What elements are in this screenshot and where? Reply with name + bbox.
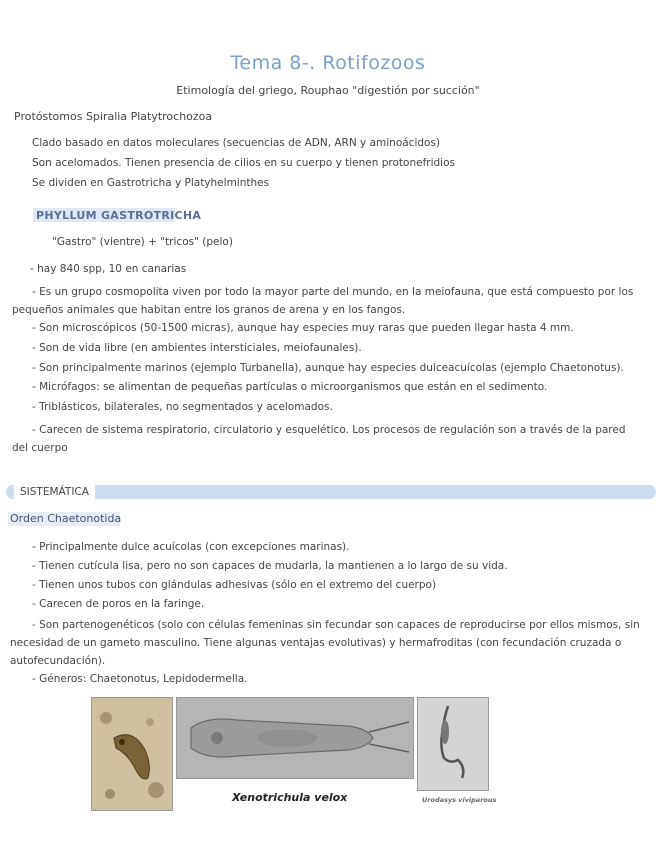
phyllum-item: - Triblásticos, bilaterales, no segmentados y acelomados.	[32, 401, 333, 413]
orden-item: - Tienen unos tubos con glándulas adhesivas (sólo en el extremo del cuerpo)	[32, 579, 437, 591]
phyllum-etymology: "Gastro" (vientre) + "tricos" (pelo)	[52, 236, 233, 248]
phyllum-item: - hay 840 spp, 10 en canarias	[30, 263, 187, 275]
phyllum-item: - Micrófagos: se alimentan de pequeñas partículas o microorganismos que están en el sedimento.	[32, 381, 548, 393]
classification-line: Protóstomos Spiralia Platytrochozoa	[14, 110, 213, 123]
etymology-line: Etimología del griego, Rouphao "digestión por succión"	[176, 84, 480, 97]
specimen-photo-urodasys	[417, 697, 489, 791]
intro-line: Son acelomados. Tienen presencia de cilios en su cuerpo y tienen protonefridios	[32, 157, 455, 169]
specimen-illustration-1	[92, 698, 172, 810]
phyllum-item: - Son microscópicos (50-1500 micras), aunque hay especies muy raras que pueden llegar hasta 4 mm.	[32, 322, 574, 334]
section-label-sistematica: SISTEMÁTICA	[14, 485, 95, 499]
orden-item: - Carecen de poros en la faringe.	[32, 598, 205, 610]
intro-line: Clado basado en datos moleculares (secuencias de ADN, ARN y aminoácidos)	[32, 137, 441, 149]
specimen-photo-xenotrichula	[176, 697, 414, 779]
figure-caption-small: Urodasys viviparous	[422, 796, 497, 804]
figure-caption-main: Xenotrichula velox	[232, 791, 348, 804]
section-band	[6, 485, 656, 499]
phyllum-item: - Son principalmente marinos (ejemplo Turbanella), aunque hay especies dulceacuícolas (ejemplo Chaetonotus).	[32, 362, 624, 374]
page-title: Tema 8-. Rotifozoos	[230, 52, 426, 74]
specimen-illustration-3	[418, 698, 488, 790]
phyllum-item: - Carecen de sistema respiratorio, circulatorio y esquelético. Los procesos de regulación son a través de la pared del cuerpo	[12, 424, 626, 454]
orden-item: - Géneros: Chaetonotus, Lepidodermella.	[32, 673, 248, 685]
orden-heading: Orden Chaetonotida	[10, 512, 122, 525]
phyllum-heading: PHYLLUM GASTROTRICHA	[36, 209, 202, 222]
intro-line: Se dividen en Gastrotricha y Platyhelminthes	[32, 177, 270, 189]
specimen-photo-1	[91, 697, 173, 811]
orden-item: - Son partenogenéticos (solo con células femeninas sin fecundar son capaces de reproducirse por ellos mismos, sin necesidad de un gameto masculino. Tiene algunas ventajas evolutivas) y hermafroditas (con fecundación cruzada o autofecundación).	[10, 619, 640, 667]
phyllum-item: - Es un grupo cosmopolita viven por todo la mayor parte del mundo, en la meiofauna, que está compuesto por los pequeños animales que habitan entre los granos de arena y en los fangos.	[12, 286, 634, 316]
phyllum-item: - Son de vida libre (en ambientes intersticiales, meiofaunales).	[32, 342, 362, 354]
orden-item: - Principalmente dulce acuícolas (con excepciones marinas).	[32, 541, 350, 553]
specimen-illustration-2	[177, 698, 413, 778]
orden-item: - Tienen cutícula lisa, pero no son capaces de mudarla, la mantienen a lo largo de su vida.	[32, 560, 508, 572]
